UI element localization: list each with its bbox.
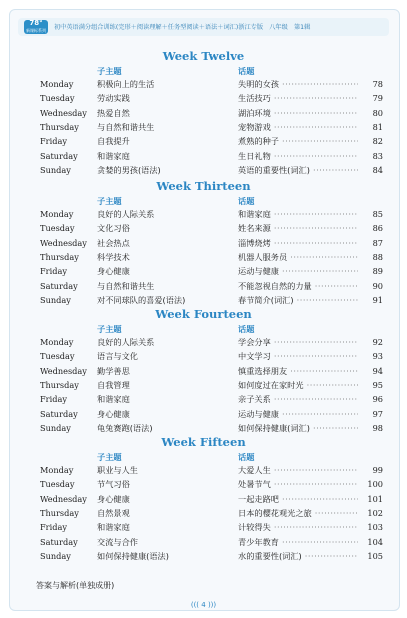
topic-label: 慎重选择朋友 ····· — [238, 364, 358, 378]
day-label: Thursday — [40, 121, 79, 132]
topic-label: 煮熟的种子 ····· — [238, 134, 358, 148]
page-ref: 103 — [367, 522, 383, 533]
day-label: Sunday — [40, 164, 71, 175]
page-ref: 95 — [372, 379, 383, 390]
day-label: Wednesday — [40, 493, 87, 504]
theme-label: 自我管理 — [97, 379, 130, 390]
theme-label: 勤学善思 — [97, 365, 130, 376]
theme-label: 对不同球队的喜爱(语法) — [97, 294, 186, 305]
day-label: Wednesday — [40, 365, 87, 376]
day-label: Sunday — [40, 422, 71, 433]
page-ref: 79 — [372, 93, 383, 104]
series-title: 初中英语满分组合训练(完形＋阅读理解＋任务型阅读＋语法＋词汇)浙江专版 八年级 第1辑 — [54, 24, 311, 31]
theme-label: 社会热点 — [97, 237, 130, 248]
topic-label: 青少年教育 ····· — [238, 535, 358, 549]
series-logo — [24, 20, 48, 34]
contents-row[interactable] — [0, 520, 407, 534]
page-ref: 86 — [372, 223, 383, 234]
topic-label: 中文学习 ····· — [238, 349, 358, 363]
theme-label: 热爱自然 — [97, 107, 130, 118]
topic-label: 湖泊环境 ····· — [238, 106, 358, 120]
page-ref: 88 — [372, 251, 383, 262]
answer-note: 答案与解析(单独成册) — [36, 581, 115, 590]
page-ref: 100 — [367, 479, 383, 490]
contents-row[interactable] — [0, 163, 407, 177]
theme-label: 自然景观 — [97, 507, 130, 518]
week-title: Week Fifteen — [161, 435, 246, 449]
day-label: Saturday — [40, 408, 78, 419]
week-title: Week Thirteen — [156, 179, 251, 193]
topic-label: 生活技巧 ····· — [238, 91, 358, 105]
theme-label: 和谐家庭 — [97, 394, 130, 405]
contents-row[interactable] — [0, 149, 407, 163]
week-title: Week Fourteen — [155, 307, 252, 321]
topic-label: 运动与健康 ····· — [238, 264, 358, 278]
page-ref: 104 — [367, 536, 383, 547]
day-label: Saturday — [40, 280, 78, 291]
topic-label: 大爱人生 ····· — [238, 463, 358, 477]
theme-label: 如何保持健康(语法) — [97, 550, 169, 561]
page-ref: 97 — [372, 408, 383, 419]
contents-row[interactable] — [0, 91, 407, 105]
day-label: Wednesday — [40, 107, 87, 118]
theme-column-header: 子主题 — [97, 66, 122, 76]
page-ref: 87 — [372, 237, 383, 248]
theme-label: 语言与文化 — [97, 351, 138, 362]
page-ref: 82 — [372, 136, 383, 147]
day-label: Thursday — [40, 251, 79, 262]
page-ref: 83 — [372, 150, 383, 161]
page-ref: 92 — [372, 337, 383, 347]
theme-label: 劳动实践 — [97, 93, 130, 104]
topic-column-header: 话题 — [238, 452, 255, 462]
contents-row[interactable] — [0, 477, 407, 491]
page-ref: 101 — [367, 493, 383, 504]
topic-label: 英语的重要性(词汇) ····· — [238, 163, 358, 177]
theme-label: 身心健康 — [97, 266, 130, 277]
topic-label: 一起走路吧 ····· — [238, 492, 358, 506]
contents-row[interactable] — [0, 364, 407, 378]
day-label: Monday — [40, 209, 74, 219]
topic-label: 运动与健康 ····· — [238, 407, 358, 421]
topic-label: 失明的女孩 ····· — [238, 77, 358, 91]
theme-column-header: 子主题 — [97, 324, 122, 334]
page-ref: 78 — [372, 79, 383, 89]
theme-label: 积极向上的生活 — [97, 79, 155, 89]
page-ref: 84 — [372, 164, 383, 175]
contents-row[interactable] — [0, 207, 407, 221]
topic-column-header: 话题 — [238, 324, 255, 334]
contents-row[interactable] — [0, 492, 407, 506]
theme-column-header: 子主题 — [97, 452, 122, 462]
theme-label: 身心健康 — [97, 493, 130, 504]
day-label: Monday — [40, 465, 74, 475]
day-label: Friday — [40, 522, 67, 533]
day-label: Friday — [40, 266, 67, 277]
day-label: Sunday — [40, 294, 71, 305]
contents-row[interactable] — [0, 392, 407, 406]
topic-label: 学会分享 ····· — [238, 335, 358, 349]
contents-row[interactable] — [0, 264, 407, 278]
day-label: Monday — [40, 79, 74, 89]
theme-label: 自我提升 — [97, 136, 130, 147]
topic-label: 淄博烧烤 ····· — [238, 236, 358, 250]
contents-row[interactable] — [0, 335, 407, 349]
day-label: Friday — [40, 394, 67, 405]
topic-label: 处暑节气 ····· — [238, 477, 358, 491]
contents-row[interactable] — [0, 120, 407, 134]
page-ref: 89 — [372, 266, 383, 277]
logo-number: 78° — [29, 20, 43, 27]
topic-label: 水的重要性(词汇) ····· — [238, 549, 358, 563]
topic-label: 如何保持健康(词汇) ····· — [238, 421, 358, 435]
theme-label: 良好的人际关系 — [97, 337, 155, 347]
contents-row[interactable] — [0, 134, 407, 148]
theme-column-header: 子主题 — [97, 196, 122, 206]
theme-label: 节气习俗 — [97, 479, 130, 490]
day-label: Saturday — [40, 536, 78, 547]
topic-label: 机器人服务员 ····· — [238, 250, 358, 264]
contents-row[interactable] — [0, 279, 407, 293]
topic-label: 如何度过在家时光 ····· — [238, 378, 358, 392]
contents-row[interactable] — [0, 378, 407, 392]
day-label: Wednesday — [40, 237, 87, 248]
day-label: Monday — [40, 337, 74, 347]
day-label: Sunday — [40, 550, 71, 561]
theme-label: 与自然和谐共生 — [97, 121, 155, 132]
theme-label: 职业与人生 — [97, 465, 138, 475]
theme-label: 身心健康 — [97, 408, 130, 419]
theme-label: 与自然和谐共生 — [97, 280, 155, 291]
contents-row[interactable] — [0, 236, 407, 250]
topic-label: 春节简介(词汇) ····· — [238, 293, 358, 307]
contents-row[interactable] — [0, 293, 407, 307]
page-ref: 81 — [372, 121, 383, 132]
week-title: Week Twelve — [162, 49, 245, 63]
theme-label: 科学技术 — [97, 251, 130, 262]
day-label: Saturday — [40, 150, 78, 161]
contents-row[interactable] — [0, 463, 407, 477]
topic-label: 和谐家庭 ····· — [238, 207, 358, 221]
topic-column-header: 话题 — [238, 66, 255, 76]
page-number: ((( 4 ))) — [190, 601, 217, 609]
page-ref: 99 — [372, 465, 383, 475]
page-ref: 90 — [372, 280, 383, 291]
contents-row[interactable] — [0, 250, 407, 264]
page-ref: 85 — [372, 209, 383, 219]
theme-label: 龟兔赛跑(语法) — [97, 422, 153, 433]
topic-column-header: 话题 — [238, 196, 255, 206]
contents-row[interactable] — [0, 549, 407, 563]
day-label: Thursday — [40, 379, 79, 390]
theme-label: 交流与合作 — [97, 536, 138, 547]
day-label: Thursday — [40, 507, 79, 518]
day-label: Tuesday — [40, 479, 75, 490]
topic-label: 姓名来源 ····· — [238, 221, 358, 235]
page-ref: 80 — [372, 107, 383, 118]
contents-row[interactable] — [0, 535, 407, 549]
theme-label: 贪婪的男孩(语法) — [97, 164, 161, 175]
contents-row[interactable] — [0, 221, 407, 235]
contents-row[interactable] — [0, 77, 407, 91]
contents-row[interactable] — [0, 407, 407, 421]
topic-label: 生日礼物 ····· — [238, 149, 358, 163]
contents-row[interactable] — [0, 106, 407, 120]
contents-row[interactable] — [0, 506, 407, 520]
theme-label: 和谐家庭 — [97, 150, 130, 161]
page-ref: 102 — [367, 507, 383, 518]
page-ref: 96 — [372, 394, 383, 405]
contents-row[interactable] — [0, 421, 407, 435]
topic-label: 日本的樱花观光之旅 ····· — [238, 506, 358, 520]
theme-label: 文化习俗 — [97, 223, 130, 234]
day-label: Friday — [40, 136, 67, 147]
theme-label: 和谐家庭 — [97, 522, 130, 533]
page-ref: 105 — [367, 550, 383, 561]
theme-label: 良好的人际关系 — [97, 209, 155, 219]
topic-label: 计较得失 ····· — [238, 520, 358, 534]
topic-label: 亲子关系 ····· — [238, 392, 358, 406]
day-label: Tuesday — [40, 351, 75, 362]
page-ref: 98 — [372, 422, 383, 433]
page-ref: 94 — [372, 365, 383, 376]
day-label: Tuesday — [40, 93, 75, 104]
page-ref: 91 — [372, 294, 383, 305]
topic-label: 宠物游戏 ····· — [238, 120, 358, 134]
page-ref: 93 — [372, 351, 383, 362]
topic-label: 不能忽视自然的力量 ····· — [238, 279, 358, 293]
logo-caption: 新课标系列 — [26, 28, 46, 33]
contents-row[interactable] — [0, 349, 407, 363]
day-label: Tuesday — [40, 223, 75, 234]
